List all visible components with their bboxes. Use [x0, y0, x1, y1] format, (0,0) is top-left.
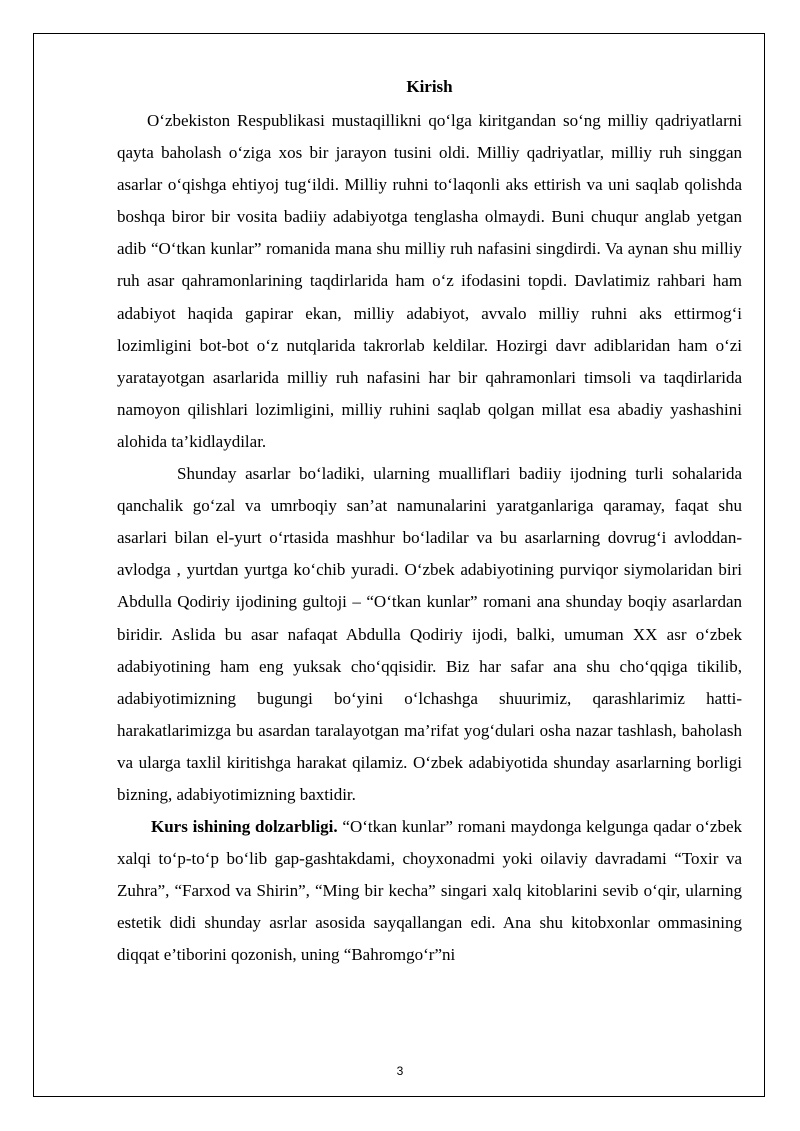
paragraph-2: Shunday asarlar bo‘ladiki, ularning mualliflari badiiy ijodning turli sohalarida qanchalik go‘zal va umrboqiy san’at namunalarini yaratganlariga qaramay, faqat shu asarlari bilan el-yurt o‘rtasida mashhur bo‘ladilar va bu asarlarning dovrug‘i avloddan-avlodga , yurtdan yurtga ko‘chib yuradi. O‘zbek adabiyotining purviqor siymolaridan biri Abdulla Qodiriy ijodining gultoji – “O‘tkan kunlar” romani ana shunday boqiy asarlardan biridir. Aslida bu asar nafaqat Abdulla Qodiriy ijodi, balki, umuman XX asr o‘zbek adabiyotining ham eng yuksak cho‘qqisidir. Biz har safar ana shu cho‘qqiga tikilib, adabiyotimizning bugungi bo‘yini o‘lchashga shuurimiz, qarashlarimiz hatti-harakatlarimizga bu asardan taralayotgan ma’rifat yog‘dulari osha nazar tashlash, baholash va ularga taxlil kiritishga harakat qilamiz. O‘zbek adabiyotida shunday asarlarning borligi bizning, adabiyotimizning baxtidir.	[117, 464, 742, 804]
page-number: 3	[396, 1064, 404, 1078]
paragraph-3-text: “O‘tkan kunlar” romani maydonga kelgunga qadar o‘zbek xalqi to‘p-to‘p bo‘lib gap-gashtakdami, choyxonadmi yoki oilaviy davradami “Toxir va Zuhra”, “Farxod va Shirin”, “Ming bir kecha” singari xalq kitoblarini sevib o‘qir, ularning estetik didi shunday asrlar asosida sayqallangan edi. Ana shu kitobxonlar ommasining diqqat e’tiborini qozonish, uning “Bahromgo‘r”ni	[117, 817, 742, 965]
page-content	[117, 73, 742, 972]
paragraph-3-lead: Kurs ishining dolzarbligi.	[151, 817, 338, 837]
section-title: Kirish	[406, 77, 453, 96]
paragraph-1: O‘zbekiston Respublikasi mustaqillikni qo‘lga kiritgandan so‘ng milliy qadriyatlarni qayta baholash o‘ziga xos bir jarayon tusini oldi. Milliy qadriyatlar, milliy ruh singgan asarlar o‘qishga ehtiyoj tug‘ildi. Milliy ruhni to‘laqonli aks ettirish va uni saqlab qolishda boshqa biror bir vosita badiiy adabiyotga tenglasha olmaydi. Buni chuqur anglab yetgan adib “O‘tkan kunlar” romanida mana shu milliy ruh nafasini singdirdi. Va aynan shu milliy ruh asar qahramonlarining taqdirlarida ham o‘z ifodasini topdi. Davlatimiz rahbari ham adabiyot haqida gapirar ekan, milliy adabiyot, avvalo milliy ruhni aks ettirmog‘i lozimligini bot-bot o‘z nutqlarida takrorlab keldilar. Hozirgi davr adiblaridan ham o‘zi yaratayotgan asarlarida milliy ruh nafasini har bir qahramonlari timsoli va taqdirlarida namoyon qilishlari lozimligini, milliy ruhini saqlab qolgan millat esa abadiy yashashini alohida ta’kidlaydilar.	[117, 111, 742, 451]
paragraph-3	[117, 811, 742, 971]
